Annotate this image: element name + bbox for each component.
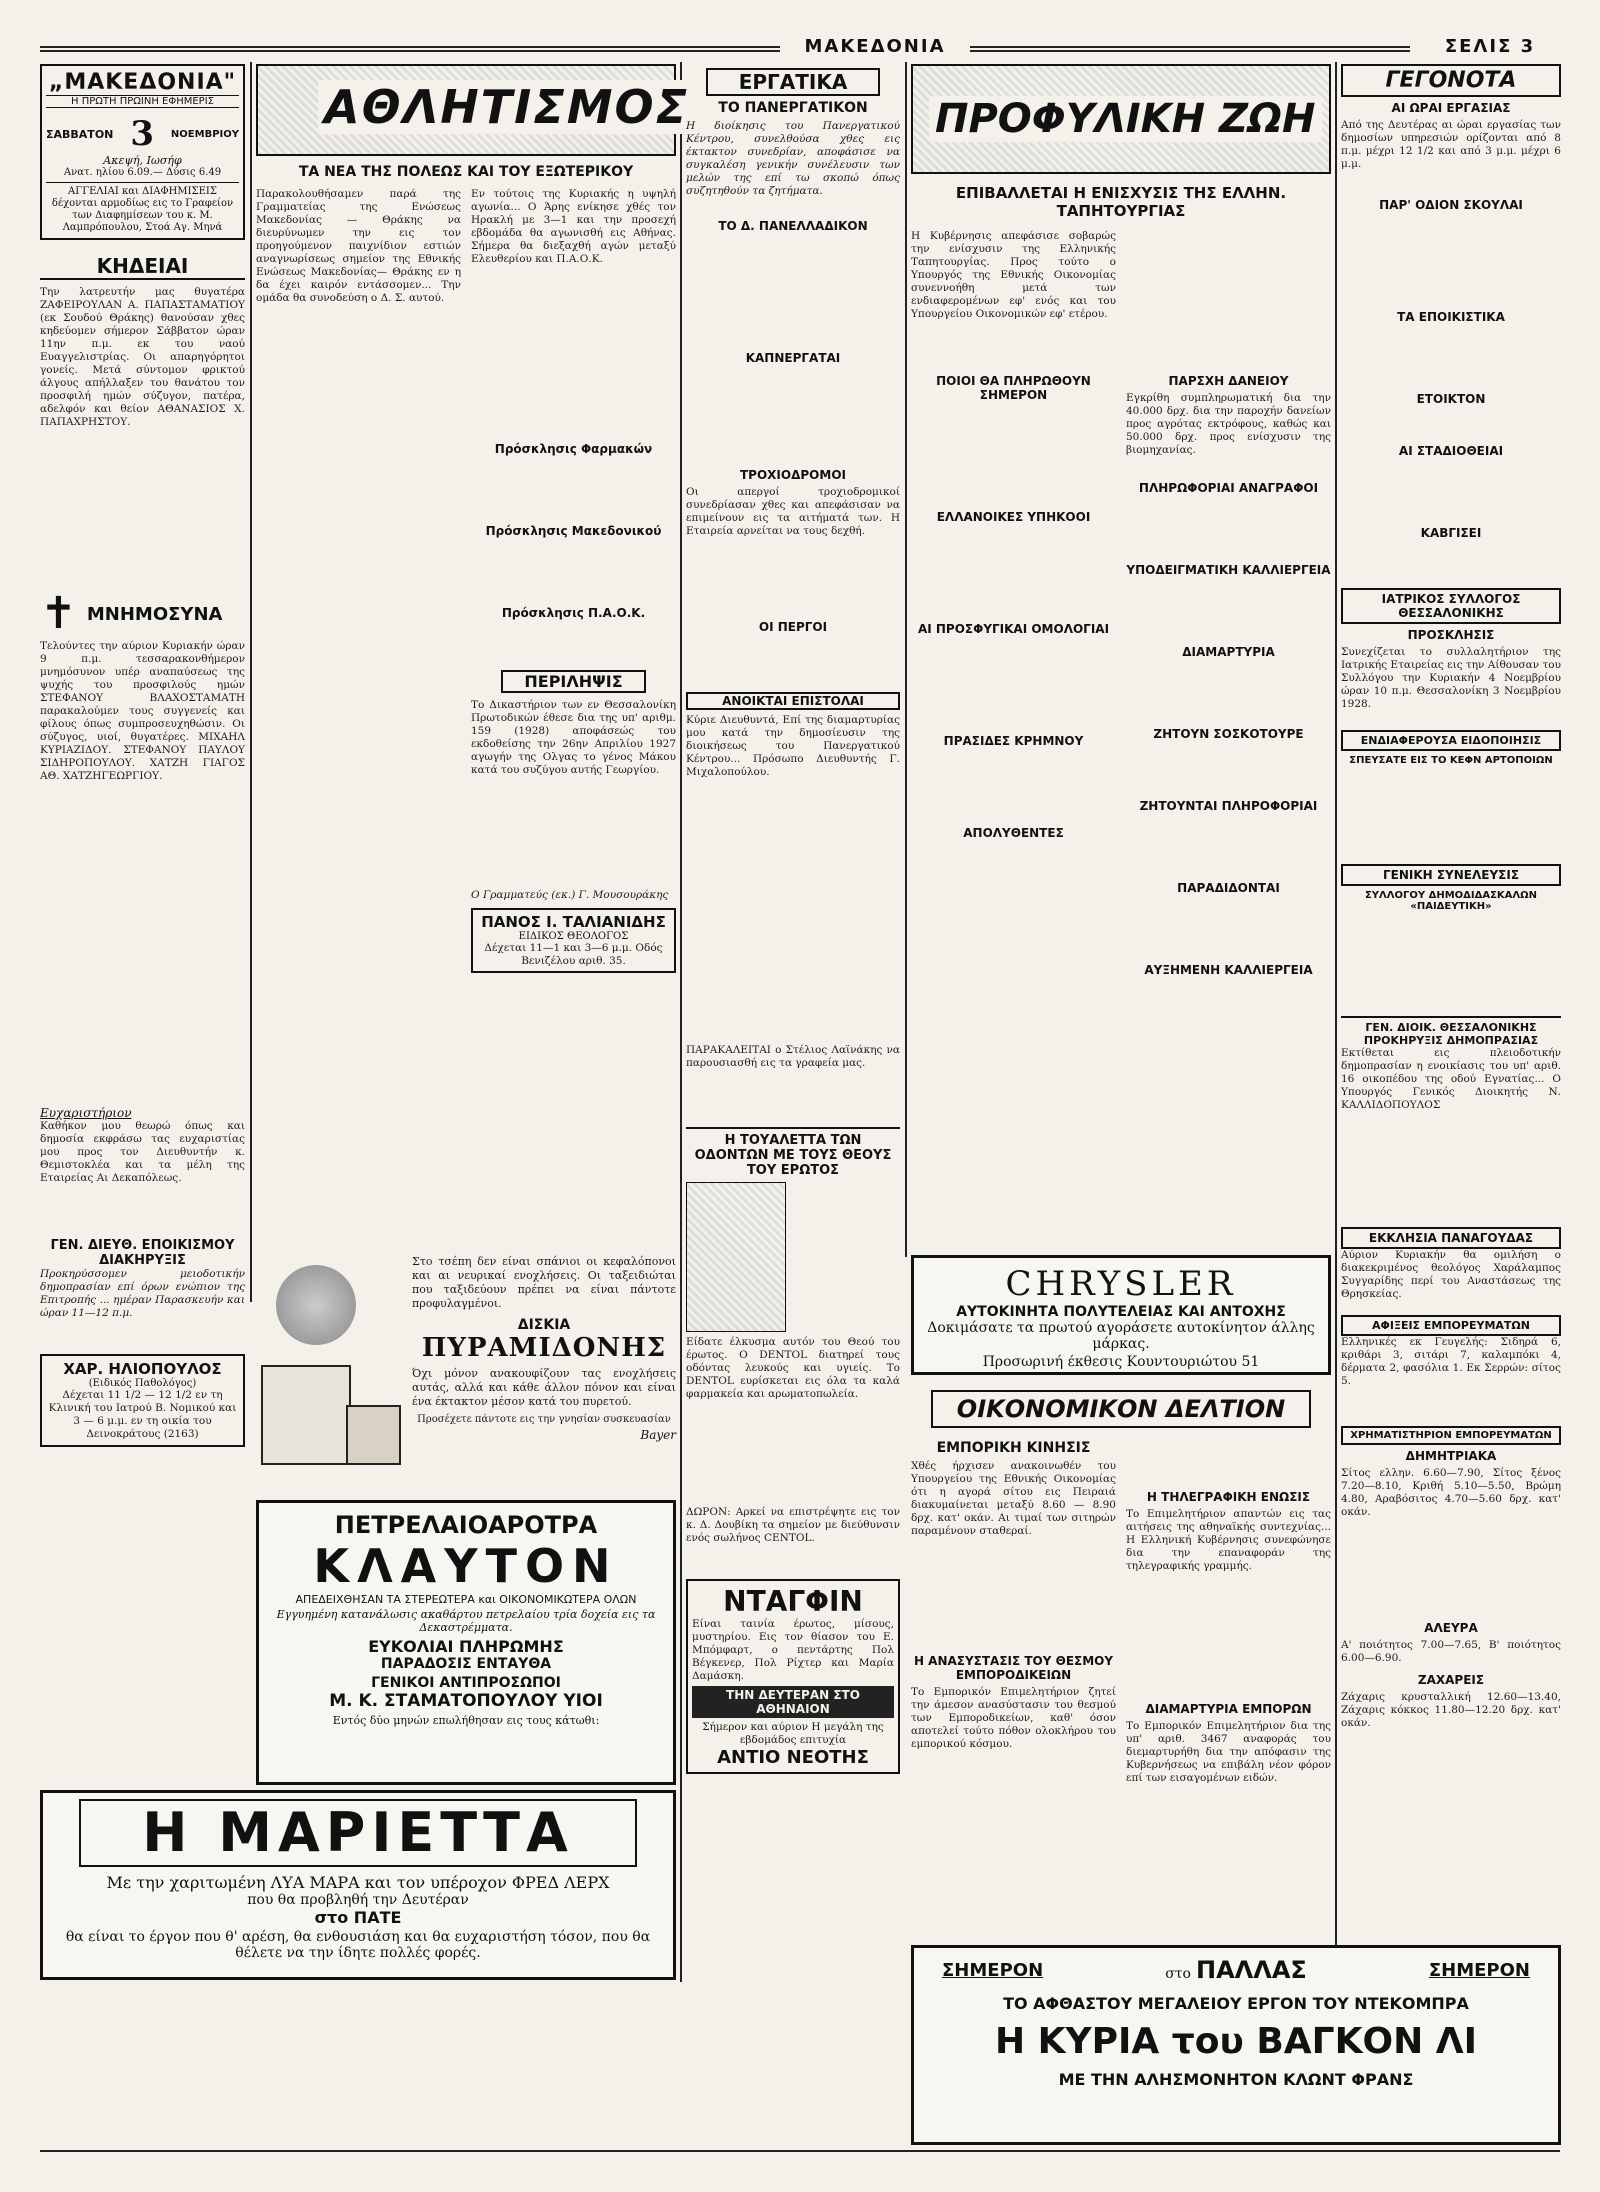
- gegonota-heading: ΓΕΓΟΝΟΤΑ: [1341, 64, 1561, 97]
- column-4: [911, 64, 1331, 1264]
- tapitourgia-text: Η Κυβέρνησις απεφάσισε σοβαρώς την ενίσχυσιν της Ελληνικής Ταπητουργίας. Προς τούτο ο Υπουργός της Εθνικής Οικονομίας συνεννοήθη μετά των ενδιαφερομένων εφ' ενός και του Υπουργείου Οικονομικών εφ' ετέρου.: [911, 230, 1116, 320]
- page-number-label: ΣΕΛΙΣ 3: [1444, 36, 1536, 57]
- sports-filler-1: [471, 460, 676, 520]
- col4-filler-5: [911, 844, 1116, 1044]
- zaxaris-text: Ζάχαρις κρυσταλλική 12.60—13.40, Ζάχαρις κόκκος 11.80—12.20 δρχ. κατ' οκάν.: [1341, 1691, 1561, 1729]
- prosklisis-paok: Πρόσκλησις Π.Α.Ο.Κ.: [501, 606, 646, 620]
- sports-text-b: Εν τούτοις της Κυριακής η υψηλή αγωνία... Ο Άρης ενίκησε χθές τον Ηρακλή με 3—1 και την προσεχή εβδομάδα θα αγωνισθή εις Αθήνας. Σήμερα θα διεξαχθή αγών μεταξύ Ελευθερίου και Π.Α.Ο.Κ.: [471, 188, 676, 265]
- athlitismos-subtitle: ΤΑ ΝΕΑ ΤΗΣ ΠΟΛΕΩΣ ΚΑΙ ΤΟΥ ΕΞΩΤΕΡΙΚΟΥ: [298, 164, 634, 180]
- col4-filler-1: [911, 406, 1116, 506]
- prasides-heading: ΠΡΑΣΙΔΕΣ ΚΡΗΜΝΟΥ: [943, 734, 1084, 748]
- ergatika-filler-1: [686, 237, 900, 347]
- ekklisia-text: Αύριον Κυριακήν θα ομιλήση ο διακεκριμένος θεολόγος Χαράλαμπος Συγγαρίδης περί του Αναστάσεως της Θρησκείας.: [1341, 1249, 1561, 1300]
- tilegrafiki-text: Το Επιμελητήριον απαντών εις τας αιτήσεις της αθηναϊκής συντεχνίας... Η Ελληνική Κυβέρνησις συνεφώνησε δια την επαναφοράν της τηλεγραφικής γραμμής.: [1126, 1508, 1331, 1572]
- column-5: [1341, 64, 1561, 1984]
- poioi-heading: ΠΟΙΟΙ ΘΑ ΠΛΗΡΩΘΟΥΝ ΣΗΜΕΡΟΝ: [936, 374, 1091, 402]
- kideiai-heading: ΚΗΔΕΙΑΙ: [40, 254, 245, 280]
- trohodromoi-heading: ΤΡΟΧΙΟΔΡΟΜΟΙ: [740, 468, 846, 482]
- sports-filler-2: [471, 542, 676, 602]
- anasystasis-text: Το Εμπορικόν Επιμελητήριον ζητεί την άμεσον ανασύστασιν του θεσμού των Εμποροδικείων, καθ' όσον αποτελεί τούτο πόθον ολοκλήρου του εμπορικού κόσμου.: [911, 1686, 1116, 1750]
- pallas-simeron-right: ΣΗΜΕΡΟΝ: [1428, 1959, 1530, 1981]
- diakirixis-heading: ΓΕΝ. ΔΙΕΥΘ. ΕΠΟΙΚΙΣΜΟΥ ΔΙΑΚΗΡΥΞΙΣ: [50, 1238, 235, 1268]
- kavgisi-heading: ΚΑΒΓΙΣΕΙ: [1420, 526, 1482, 540]
- col5-filler-6: [1341, 770, 1561, 860]
- column-1: [40, 64, 245, 1440]
- ntagfin-text: Είναι ταινία έρωτος, μίσους, μυστηρίου. Εις τον θίασον του Ε. Μπόμφαρτ, ο πεντάρτης Πολ Βέγκενερ, Πολ Ρίχτερ και Μαρία Δαμάσκη.: [692, 1618, 894, 1682]
- alevra-text: Α' ποιότητος 7.00—7.65, Β' ποιότητος 6.00—6.90.: [1341, 1639, 1561, 1664]
- col5-filler-7: [1341, 916, 1561, 1016]
- trohodromoi-text: Οι απεργοί τροχιοδρομικοί συνεδρίασαν χθες και απεφάσισαν να επιμείνουν εις τα αιτήματά των. Η Εταιρεία αρνείται να τους δεχθή.: [686, 486, 900, 537]
- mnimosyno-text: Τελούντες την αύριον Κυριακήν ώραν 9 π.μ. τεσσαρακονθήμερον μνημόσυνον υπέρ αναπαύσεως της ψυχής του προσφιλούς ημών ΣΤΕΦΑΝΟΥ ΒΛΑΧΟΣΤΑΜΑΤΗ παρακαλούμεν τους συγγενείς και φίλους όπως συμπροσευχηθώσιν. Οι σύζυγος, υιοί, θυγατέρες. ΜΙΧΑΗΛ ΚΥΡΙΑΖΙΔΟΥ. ΣΤΕΦΑΝΟΥ ΠΑΥΛΟΥ ΣΙΔΗΡΟΠΟΥΛΟΥ. ΧΑΤΖΗ ΓΙΑΓΟΣ ΑΘ. ΧΑΤΖΗΓΕΩΡΓΙΟΥ.: [40, 640, 245, 782]
- kideiai-text: Την λατρευτήν μας θυγατέρα ΖΑΦΕΙΡΟΥΛΑΝ Α. ΠΑΠΑΣΤΑΜΑΤΙΟΥ (εκ Σουδού Θράκης) θανούσαν χθες κηδεύομεν σήμερον Σάββατον ώραν 11ην π.μ. εκ του ναού Ευαγγελιστρίας. Οι απαρηγόρητοι γονείς. Μετά σύντομον φρικτού άλγους απήλλαξεν του θανάτου τον προσφιλή ημών σύζυγον, πατέρα, αδελφόν και θείον ΑΘΑΝΑΣΙΟΣ Χ. ΠΑΠΑΧΡΗΣΤΟΥ.: [40, 286, 245, 428]
- tilegrafiki-heading: Η ΤΗΛΕΓΡΑΦΙΚΗ ΕΝΩΣΙΣ: [1146, 1490, 1311, 1504]
- spoudai-heading: ΣΠΕΥΣΑΤΕ ΕΙΣ ΤΟ ΚΕΦΝ ΑΡΤΟΠΟΙΩΝ: [1349, 755, 1553, 766]
- pallas-line2: ΜΕ ΤΗΝ ΑΛΗΣΜΟΝΗΤΟΝ ΚΛΩΝΤ ΦΡΑΝΣ: [1058, 2070, 1414, 2089]
- ergatika-filler-2: [686, 369, 900, 464]
- pallas-line1: ΤΟ ΑΦΘΑΣΤΟΥ ΜΕΓΑΛΕΙΟΥ ΕΡΓΟΝ ΤΟΥ ΝΤΕΚΟΜΠΡΑ: [1003, 1994, 1469, 2013]
- gen-dioik-heading: ΓΕΝ. ΔΙΟΙΚ. ΘΕΣΣΑΛΟΝΙΚΗΣ ΠΡΟΚΗΡΥΞΙΣ ΔΗΜΟΠΡΑΣΙΑΣ: [1341, 1016, 1561, 1047]
- diamartyria-heading: ΔΙΑΜΑΡΤΥΡΙΑ: [1182, 645, 1275, 659]
- doctor-specialty: (Ειδικός Παθολόγος): [88, 1378, 197, 1389]
- profylaki-banner: [911, 64, 1331, 174]
- marietta-title: Η ΜΑΡΙΕΤΤΑ: [79, 1799, 637, 1867]
- klayton-name: ΚΛΑΥΤΟΝ: [313, 1539, 619, 1593]
- ntagfin-cinema: ΤΗΝ ΔΕΥΤΕΡΑΝ ΣΤΟ ΑΘΗΝΑΙΟΝ: [692, 1686, 894, 1718]
- perilipsis-signature: Ο Γραμματεύς (εκ.) Γ. Μουσουράκης: [471, 889, 669, 901]
- pallas-sto: στο: [1165, 1966, 1191, 1982]
- masthead-saint: Ακεψή, Ιωσήφ: [103, 154, 182, 167]
- ores-heading: ΑΙ ΩΡΑΙ ΕΡΓΑΣΙΑΣ: [1391, 101, 1511, 115]
- doctor-hours: Δέχεται 11 1/2 — 12 1/2 εν τη Κλινική του Ιατρού Β. Νομικού και 3 — 6 μ.μ. εν τη οικία του Δεινοκράτους (2163): [48, 1389, 237, 1440]
- col5-filler-2: [1341, 328, 1561, 388]
- afixeis-heading: ΑΦΙΞΕΙΣ ΕΜΠΟΡΕΥΜΑΤΩΝ: [1341, 1315, 1561, 1336]
- chrysler-ad: [911, 1255, 1331, 1375]
- perilipsis-heading: ΠΕΡΙΛΗΨΙΣ: [501, 670, 646, 693]
- marietta-line2: που θα προβληθή την Δευτέραν: [247, 1892, 469, 1908]
- klayton-line4: ΕΥΚΟΛΙΑΙ ΠΛΗΡΩΜΗΣ: [368, 1637, 564, 1656]
- ores-text: Από της Δευτέρας αι ώραι εργασίας των δημοσίων υπηρεσιών ορίζονται από 8 π.μ. μέχρι 12 1/2 και από 3 μ.μ. μέχρι 6 μ.μ.: [1341, 119, 1561, 170]
- tualeta-illustration: [686, 1182, 786, 1332]
- col5-filler-5: [1341, 544, 1561, 584]
- klayton-line6: ΓΕΝΙΚΟΙ ΑΝΤΙΠΡΟΣΩΠΟΙ: [371, 1675, 561, 1691]
- klayton-ad: [256, 1500, 676, 1785]
- parakaleitai-notice: ΠΑΡΑΚΑΛΕΙΤΑΙ ο Στέλιος Λαϊνάκης να παρουσιασθή εις τα γραφεία μας.: [686, 1044, 900, 1069]
- dimitriaka-text: Σίτος ελλην. 6.60—7.90, Σίτος ξένος 7.20—8.10, Κριθή 5.10—5.50, Βρώμη 4.80, Αραβόσιτος 4.70—5.60 δρχ. κατ' οκάν.: [1341, 1467, 1561, 1518]
- masthead-title: „ΜΑΚΕΔΟΝΙΑ": [48, 70, 237, 95]
- klayton-line8: Εντός δύο μηνών επωλήθησαν εις τους κάτωθι:: [332, 1714, 600, 1727]
- masthead-date: 3: [130, 114, 154, 154]
- etoikton-heading: ΕΤΟΙΚΤΟΝ: [1416, 392, 1486, 406]
- lawyer-card: [471, 908, 676, 973]
- athlitismos-title: ΑΘΛΗΤΙΣΜΟΣ: [318, 80, 695, 134]
- column-3: [686, 64, 900, 1994]
- diamartyria-emporon-heading: ΔΙΑΜΑΡΤΥΡΙΑ ΕΜΠΟΡΩΝ: [1145, 1702, 1312, 1716]
- athlitismos-banner: [256, 64, 690, 156]
- col5-filler-3: [1341, 410, 1561, 440]
- masthead-subtitle: Η ΠΡΩΤΗ ΠΡΩΙΝΗ ΕΦΗΜΕΡΙΣ: [46, 95, 239, 108]
- tualeta-heading: Η ΤΟΥΑΛΕΤΤΑ ΤΩΝ ΟΔΟΝΤΩΝ ΜΕ ΤΟΥΣ ΘΕΟΥΣ ΤΟΥ ΕΡΩΤΟΣ: [686, 1127, 900, 1178]
- tualeta-text-side: [790, 1182, 900, 1332]
- bayer-logo: Bayer: [640, 1428, 676, 1442]
- pyramidonis-ask: Προσέχετε πάντοτε εις την γνησίαν συσκευασίαν: [417, 1414, 671, 1425]
- masthead-sun: Ανατ. ηλίου 6.09.— Δύσις 6.49: [63, 167, 222, 178]
- lawyer-name: ΠΑΝΟΣ Ι. ΤΑΛΙΑΝΙΔΗΣ: [481, 913, 666, 931]
- profylaki-title: ΠΡΟΦΥΛΙΚΗ ΖΩΗ: [929, 96, 1322, 142]
- para-heading: ΠΑΡ' ΟΔΙΟΝ ΣΚΟΥΛΑΙ: [1379, 198, 1523, 212]
- pallas-simeron-left: ΣΗΜΕΡΟΝ: [942, 1959, 1044, 1981]
- col4-filler-9: [1126, 663, 1331, 723]
- masthead-month: ΝΟΕΜΒΡΙΟΥ: [170, 128, 239, 140]
- panergatikon-heading: ΤΟ ΠΑΝΕΡΓΑΤΙΚΟΝ: [718, 100, 868, 116]
- nyxtes-heading: ΑΥΞΗΜΕΝΗ ΚΑΛΛΙΕΡΓΕΙΑ: [1144, 963, 1313, 977]
- masthead-ads-note: ΑΓΓΕΛΙΑΙ και ΔΙΑΦΗΜΙΣΕΙΣ δέχονται αρμοδίως εις το Γραφείον των Διαφημίσεων του κ. Μ. Λαμπρόπουλου, Στοά Αγ. Μηνά: [46, 182, 239, 234]
- emporiki-text: Χθές ήρχισεν ανακοινωθέν του Υπουργείου της Εθνικής Οικονομίας ότι η αγορά σίτου εις Πειραιά διακυμαίνεται μεταξύ 8.60 — 8.90 δρχ. κατ' οκάν. Αι τιμαί των σιτηρών παραμένουν σταθεραί.: [911, 1460, 1116, 1537]
- paradidontai-heading: ΠΑΡΑΔΙΔΟΝΤΑΙ: [1177, 881, 1280, 895]
- ergatika-heading: ΕΡΓΑΤΙΚΑ: [706, 68, 880, 96]
- klayton-line1: ΠΕΤΡΕΛΑΙΟΑΡΟΤΡΑ: [334, 1511, 598, 1539]
- col4-filler-2: [911, 528, 1116, 618]
- pyramidonis-ad: [256, 1255, 676, 1485]
- col5-filler-4: [1341, 462, 1561, 522]
- iatrikos-text: Συνεχίζεται το συλλαλητήριον της Ιατρικής Εταιρείας εις την Αίθουσαν του Συλλόγου την Κυριακήν 4 Νοεμβρίου ώραν 10 π.μ. Θεσσαλονίκη 3 Νοεμβρίου 1928.: [1341, 646, 1561, 710]
- daneiou-text: Εγκρίθη συμπληρωματική δια την 40.000 δρχ. δια την παροχήν δανείων προς αγρότας εκτρόφους, καθώς και 50.000 δρχ. προς ενίσχυσιν της βιομηχανίας.: [1126, 392, 1331, 456]
- pyramidonis-product: ΠΥΡΑΜΙΔΟΝΗΣ: [421, 1333, 667, 1363]
- pyramidonis-illustration: [256, 1255, 406, 1480]
- elladiki-heading: ΕΛΛΑΝΟΙΚΕΣ ΥΠΗΚΟΟΙ: [936, 510, 1091, 524]
- pallas-film: Η ΚΥΡΙΑ του ΒΑΓΚΟΝ ΛΙ: [994, 2021, 1477, 2062]
- iatrikos-prosklisis: ΠΡΟΣΚΛΗΣΙΣ: [1407, 628, 1495, 642]
- xrimatistirion-heading: ΧΡΗΜΑΤΙΣΤΗΡΙΟΝ ΕΜΠΟΡΕΥΜΑΤΩΝ: [1341, 1426, 1561, 1445]
- chrysler-line3: Προσωρινή έκθεσις Κουντουριώτου 51: [982, 1354, 1260, 1370]
- ergatika-text: Η διοίκησις του Πανεργατικού Κέντρου, συνελθούσα χθες εις έκτακτον συνεδρίαν, αποφάσισε να συγκαλέση γενικήν συνέλευσιν των μελών της επί τω σκοπώ όπως συζητηθούν τα ζητήματα.: [686, 120, 900, 197]
- doron-text: ΔΩΡΟΝ: Αρκεί να επιστρέψητε εις τον κ. Δ. Δουβίκη τα σημείον με διεύθυνσιν ενός σωλήνος CENTOL.: [686, 1506, 900, 1544]
- col4-filler-6: [1126, 230, 1331, 370]
- lawyer-hours: Δέχεται 11—1 και 3—6 μ.μ. Οδός Βενιζέλου αριθ. 35.: [484, 942, 663, 967]
- prosfyg-heading: ΑΙ ΠΡΟΣΦΥΓΙΚΑΙ ΟΜΟΛΟΓΙΑΙ: [917, 622, 1110, 636]
- sports-text-a: Παρακολουθήσαμεν παρά της Γραμματείας της Ενώσεως Μακεδονίας — Θράκης να διευρύνωμεν την εις τον προηγούμενον παιχνίδιον εστιών αναγνωρίσεως σημείον της Εθνικής Ενώσεως Μακεδονίας— Θράκης εν η δα έχει καιρόν εντάσσομεν... Την ομάδα θα συνοδεύση ο Δ. Σ. αυτού.: [256, 188, 461, 304]
- eyxaristirion-text: Καθήκον μου θεωρώ όπως και δημοσία εκφράσω τας ευχαριστίας μου προς τον Διευθυντήν κ. Θεμιστοκλέα και τα μέλη της Εταιρείας Αι Δεκαπόλεως.: [40, 1120, 245, 1184]
- page-header: [40, 36, 1560, 60]
- col4-filler-11: [1126, 817, 1331, 877]
- col4-filler-8: [1126, 581, 1331, 641]
- marietta-line4: θα είναι το έργον που θ' αρέση, θα ενθουσιάση και θα ευχαριστήση τόσον, που θα θέλετε να την ίδητε πολλές φορές.: [65, 1929, 651, 1961]
- tapitourgia-headline: ΕΠΙΒΑΛΛΕΤΑΙ Η ΕΝΙΣΧΥΣΙΣ ΤΗΣ ΕΛΛΗΝ. ΤΑΠΗΤΟΥΡΓΙΑΣ: [955, 184, 1287, 220]
- diakirixis-text: Προκηρύσσομεν μειοδοτικήν δημοπρασίαν επί όρων ενώπιον της Επιτροπής ... ημέραν Παρασκευήν και ώραν 11—12 π.μ.: [40, 1268, 245, 1319]
- stadiotheiai-heading: ΑΙ ΣΤΑΔΙΟΘΕΙΑΙ: [1398, 444, 1504, 458]
- doctor-name: ΧΑΡ. ΗΛΙΟΠΟΥΛΟΣ: [63, 1360, 222, 1378]
- prosklisis-farmakon: Πρόσκλησις Φαρμακών: [494, 442, 653, 456]
- syllogos-heading: ΣΥΛΛΟΓΟΥ ΔΗΜΟΔΙΔΑΣΚΑΛΩΝ «ΠΑΙΔΕΥΤΙΚΗ»: [1364, 890, 1538, 912]
- oikonomikon-title: ΟΙΚΟΝΟΜΙΚΟΝ ΔΕΛΤΙΟΝ: [931, 1390, 1311, 1428]
- masthead-day: ΣΑΒΒΑΤΟΝ: [46, 127, 114, 141]
- marietta-line3: στο ΠΑΤΕ: [314, 1908, 402, 1927]
- mnimosyno-heading: ΜΝΗΜΟΣΥΝΑ: [86, 603, 223, 625]
- col4-filler-4: [911, 752, 1116, 822]
- plirofories-heading: ΠΛΗΡΩΦΟΡΙΑΙ ΑΝΑΓΡΑΦΟΙ: [1138, 481, 1319, 495]
- alevra-heading: ΑΛΕΥΡΑ: [1424, 1621, 1478, 1635]
- perilipsis-text: Το Δικαστήριον των εν Θεσσαλονίκη Πρωτοδικών έθεσε δια της υπ' αριθμ. 159 (1928) αποφάσεώς του εκδοθείσης την 26ην Απριλίου 1927 αγωγήν της Ολγας το γένος Μάκου κατά του συζύγου αυτής Γεωργίου.: [471, 699, 676, 776]
- kapnergatai-heading: ΚΑΠΝΕΡΓΑΤΑΙ: [745, 351, 841, 365]
- col4-filler-7: [1126, 499, 1331, 559]
- column-2: [256, 64, 690, 1304]
- klayton-line5: ΠΑΡΑΔΟΣΙΣ ΕΝΤΑΥΘΑ: [380, 1656, 552, 1672]
- dimitriaka-heading: ΔΗΜΗΤΡΙΑΚΑ: [1405, 1449, 1497, 1463]
- eyxaristirion-heading: Ευχαριστήριον: [40, 1106, 132, 1120]
- doctor-card: [40, 1354, 245, 1447]
- ergatika-filler-3: [686, 638, 900, 688]
- pyramidonis-product-small: ΔΙΣΚΙΑ: [517, 1317, 571, 1333]
- daneiou-heading: ΠΑΡΣΧΗ ΔΑΝΕΙΟΥ: [1168, 374, 1289, 388]
- pyramidonis-body: Όχι μόνον ανακουφίζουν τας ενοχλήσεις αυτάς, αλλά και κάθε άλλον πόνον και είναι ένα έκτακτον μέσον κατά του πυρετού.: [412, 1367, 676, 1408]
- zitoun-heading: ΖΗΤΟΥΝ ΣΟΣΚΟΤΟΥΡΕ: [1153, 727, 1304, 741]
- oikonomikon-filler: [1126, 1436, 1331, 1486]
- pyramidonis-intro: Στο τσέπη δεν είναι σπάνιοι οι κεφαλόπονοι και αι νευρικαί ενοχλήσεις. Οι ταξειδιώται που ταξιδεύουν πρέπει να είναι πάντοτε προφυλαγμένοι.: [412, 1255, 676, 1310]
- klayton-line7: Μ. Κ. ΣΤΑΜΑΤΟΠΟΥΛΟΥ ΥΙΟΙ: [329, 1691, 603, 1711]
- chrysler-line2: Δοκιμάσατε τα πρωτού αγοράσετε αυτοκίνητον άλλης μάρκας.: [927, 1320, 1315, 1352]
- klayton-line3: Εγγυημένη κατανάλωσις ακαθάρτου πετρελαίου τρία δοχεία εις τα Δεκαστρέμματα.: [276, 1608, 656, 1634]
- ntagfin-foot: Σήμερον και αύριον Η μεγάλη της εβδομάδος επιτυχία: [702, 1721, 884, 1746]
- tualeta-text: Είδατε έλκυσμα αυτόν του Θεού του έρωτος. Ο DENTOL διατηρεί τους οδόντας λευκούς και υγιείς. Το DENTOL ευρίσκεται εις όλα τα καλά φαρμακεία και αρωματοπωλεία.: [686, 1336, 900, 1400]
- pallas-cinema: ΠΑΛΛΑΣ: [1196, 1956, 1307, 1984]
- col4-filler-12: [1126, 899, 1331, 959]
- ekklisia-heading: ΕΚΚΛΗΣΙΑ ΠΑΝΑΓΟΥΔΑΣ: [1341, 1227, 1561, 1249]
- pallas-ad: [911, 1945, 1561, 2145]
- chrysler-brand: CHRYSLER: [1005, 1264, 1237, 1304]
- epoikistika-heading: ΤΑ ΕΠΟΙΚΙΣΤΙΚΑ: [1397, 310, 1505, 324]
- ypodeigmatiki-heading: ΥΠΟΔΕΙΓΜΑΤΙΚΗ ΚΑΛΛΙΕΡΓΕΙΑ: [1126, 563, 1331, 577]
- lawyer-specialty: ΕΙΔΙΚΟΣ ΘΕΟΛΟΓΟΣ: [518, 931, 629, 942]
- ntagfin-title: ΝΤΑΓΦΙΝ: [723, 1585, 863, 1618]
- cross-icon: ✝: [40, 588, 77, 639]
- afixeis-text: Ελληνικές εκ Γευγελής: Σιδηρά 6, κριθάρι 3, σιτάρι 7, καλαμπόκι 4, δέρματα 2, φασόλια 1. Εκ Σερρών: σίτος 5.: [1341, 1336, 1561, 1387]
- col5-filler-1: [1341, 216, 1561, 306]
- prosklisis-makedonikou: Πρόσκλησις Μακεδονικού: [485, 524, 662, 538]
- apolysis-heading: ΑΠΟΛΥΘΕΝΤΕΣ: [963, 826, 1064, 840]
- ntagfin-film: ΑΝΤΙΟ ΝΕΟΤΗΣ: [717, 1747, 869, 1768]
- anoiktai-heading: ΑΝΟΙΚΤΑΙ ΕΠΙΣΤΟΛΑΙ: [686, 692, 900, 710]
- pergoi-heading: ΟΙ ΠΕΡΓΟΙ: [758, 620, 828, 634]
- klayton-line2: ΑΠΕΔΕΙΧΘΗΣΑΝ ΤΑ ΣΤΕΡΕΩΤΕΡΑ και ΟΙΚΟΝΟΜΙΚΩΤΕΡΑ ΟΛΩΝ: [295, 1593, 637, 1606]
- diamartyria-emporon-text: Το Εμπορικόν Επιμελητήριον δια της υπ' αριθ. 3467 αναφοράς του διεμαρτυρήθη δια την απόφασιν της Κυβερνήσεως να επιβάλη νέον φόρον επί των εισαγομένων ειδών.: [1126, 1720, 1331, 1784]
- endiaferousa-heading: ΕΝΔΙΑΦΕΡΟΥΣΑ ΕΙΔΟΠΟΙΗΣΙΣ: [1341, 730, 1561, 751]
- panellaikon-heading: ΤΟ Δ. ΠΑΝΕΛΛΑΔΙΚΟΝ: [718, 219, 868, 233]
- marietta-line1: Με την χαριτωμένη ΛΥΑ ΜΑΡΑ και τον υπέροχον ΦΡΕΔ ΛΕΡΧ: [106, 1873, 610, 1892]
- emporiki-heading: ΕΜΠΟΡΙΚΗ ΚΙΝΗΣΙΣ: [936, 1440, 1091, 1456]
- ntagfin-ad: [686, 1579, 900, 1774]
- iatrikos-heading: ΙΑΤΡΙΚΟΣ ΣΥΛΛΟΓΟΣ ΘΕΣΣΑΛΟΝΙΚΗΣ: [1341, 588, 1561, 624]
- paper-name-header: ΜΑΚΕΔΟΝΙΑ: [804, 36, 946, 57]
- chrysler-line1: ΑΥΤΟΚΙΝΗΤΑ ΠΟΛΥΤΕΛΕΙΑΣ ΚΑΙ ΑΝΤΟΧΗΣ: [956, 1304, 1286, 1320]
- oikonomikon-deltion: [911, 1390, 1331, 1930]
- anoiktai-text: Κύριε Διευθυντά, Επί της διαμαρτυρίας μου κατά την δημοσίευσιν της διοικήσεως του Πανεργατικού Κέντρου... Πρόσωπο Διευθυντής Γ. Μιχαλοπούλου.: [686, 714, 900, 778]
- zaxaris-heading: ΖΑΧΑΡΕΙΣ: [1417, 1673, 1485, 1687]
- col4-filler-3: [911, 640, 1116, 730]
- anasystasis-heading: Η ΑΝΑΣΥΣΤΑΣΙΣ ΤΟΥ ΘΕΣΜΟΥ ΕΜΠΟΡΟΔΙΚΕΙΩΝ: [913, 1654, 1114, 1682]
- marietta-ad: [40, 1790, 676, 1980]
- gen-dioik-text: Εκτίθεται εις πλειοδοτικήν δημοπρασίαν η ενοικίασις του υπ' αριθ. 16 οικοπέδου της οδού Εγνατίας... Ο Υπουργός Γενικός Διοικητής Ν. ΚΑΛΛΙΔΟΠΟΥΛΟΣ: [1341, 1047, 1561, 1111]
- col4-filler-10: [1126, 745, 1331, 795]
- masthead-box: [40, 64, 245, 240]
- geniki-heading: ΓΕΝΙΚΗ ΣΥΝΕΛΕΥΣΙΣ: [1341, 864, 1561, 886]
- zitounta-heading: ΖΗΤΟΥΝΤΑΙ ΠΛΗΡΟΦΟΡΙΑΙ: [1139, 799, 1318, 813]
